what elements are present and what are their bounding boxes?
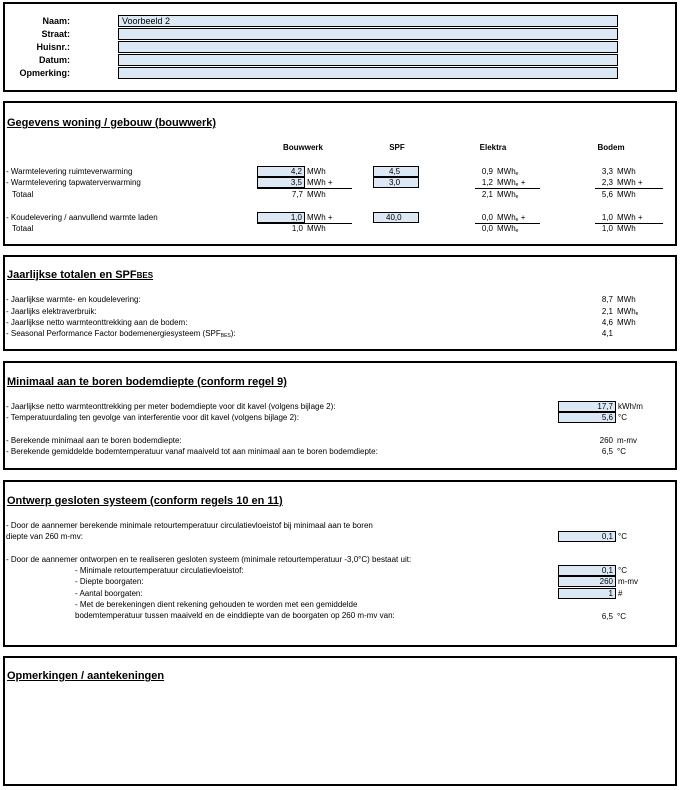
col-bodem-header: Bodem <box>597 143 625 152</box>
jaarlijks-row-0-label: - Jaarlijkse warmte- en koudelevering: <box>6 295 141 304</box>
boordiepte-row4-label: - Berekende gemiddelde bodemtemperatuur vanaf maaiveld tot aan minimaal aan te boren bodemdiepte: <box>6 447 378 456</box>
jaarlijks-row-2-unit: MWh <box>617 318 636 327</box>
woning-title: Gegevens woning / gebouw (bouwwerk) <box>7 117 217 129</box>
boordiepte-row2-label: - Temperatuurdaling ten gevolge van interferentie voor dit kavel (volgens bijlage 2): <box>6 413 299 422</box>
elektra-tapwater-unit-text: MWh <box>497 178 516 187</box>
boordiepte-section <box>3 361 677 470</box>
row-koudelevering-label: - Koudelevering / aanvullend warmte laden <box>6 213 158 222</box>
elektra-koude-plus: + <box>520 213 526 222</box>
elektra-totaal-koude-value: 0,0 <box>481 224 493 233</box>
row-totaal-koude-label: Totaal <box>12 224 34 233</box>
ontwerp-row1-label-a: - Door de aannemer berekende minimale retourtemperatuur circulatievloeistof bij minimaal aan te boren <box>6 521 373 530</box>
ontwerp-sub4-value: 6,5 <box>601 612 613 621</box>
elektra-totaal-unit-sub: e <box>515 194 519 200</box>
boordiepte-row1-unit: kWh/m <box>618 402 643 411</box>
boordiepte-title: Minimaal aan te boren bodemdiepte (conform regel 9) <box>7 376 287 388</box>
datum-field[interactable] <box>118 54 618 66</box>
elektra-ruimte-unit-text: MWh <box>497 167 516 176</box>
bouwwerk-ruimte-input[interactable]: 4,2 <box>257 166 305 177</box>
spf-ruimte-input[interactable]: 4,5 <box>373 166 419 177</box>
bodem-tapwater-value: 2,3 <box>601 178 613 187</box>
bouwwerk-koude-input[interactable]: 1,0 <box>257 212 305 223</box>
boordiepte-row3-label: - Berekende minimaal aan te boren bodemdiepte: <box>6 436 182 445</box>
ontwerp-sub4-label-b: bodemtemperatuur tussen maaiveld en de einddiepte van de boorgaten op 260 m-mv van: <box>75 611 395 620</box>
ontwerp-sub2-label: - Diepte boorgaten: <box>75 577 144 586</box>
elektra-ruimte-value: 0,9 <box>481 167 493 176</box>
bouwwerk-totaal-koude-unit: MWh <box>307 224 326 233</box>
naam-label: Naam: <box>42 16 70 26</box>
boordiepte-row4-unit: °C <box>617 447 626 456</box>
elektra-totaal-value: 2,1 <box>481 190 493 199</box>
opmerking-field[interactable] <box>118 67 618 79</box>
spf-tapwater-input[interactable]: 3,0 <box>373 177 419 188</box>
spf-koude-input[interactable]: 40,0 <box>373 212 419 223</box>
bouwwerk-totaal-koude-value: 1,0 <box>291 224 303 233</box>
jaarlijks-section <box>3 255 677 351</box>
boordiepte-row2-unit: °C <box>618 413 627 422</box>
row-tapwater-label: - Warmtelevering tapwaterverwarming <box>6 178 141 187</box>
bodem-tapwater-unit: MWh + <box>617 178 643 187</box>
bodem-totaal-koude-unit: MWh <box>617 224 636 233</box>
elektra-tapwater-value: 1,2 <box>481 178 493 187</box>
elektra-totaal-koude-unit <box>497 224 518 236</box>
huisnr-label: Huisnr.: <box>36 42 70 52</box>
bodem-ruimte-value: 3,3 <box>601 167 613 176</box>
elektra-koude-value: 0,0 <box>481 213 493 222</box>
naam-field[interactable]: Voorbeeld 2 <box>118 15 618 27</box>
warmteonttrekking-per-meter-input[interactable]: 17,7 <box>558 401 616 412</box>
straat-field[interactable] <box>118 28 618 40</box>
ontwerp-row2-label: - Door de aannemer ontworpen en te realiseren gesloten systeem (minimale retourtemperatuur -3,0°C) bestaat uit: <box>6 555 412 564</box>
bodem-koude-value: 1,0 <box>601 213 613 222</box>
jaarlijks-row-3-label-sub: BES <box>220 333 231 339</box>
bouwwerk-tapwater-input[interactable]: 3,5 <box>257 177 305 188</box>
col-spf-header: SPF <box>389 143 405 152</box>
jaarlijks-title-sub: BES <box>136 271 154 280</box>
minimale-retourtemperatuur-input[interactable]: 0,1 <box>558 565 616 576</box>
elektra-totaal-unit-text: MWh <box>497 190 516 199</box>
bouwwerk-koude-unit: MWh + <box>307 213 333 222</box>
ontwerp-sub4-unit: °C <box>617 612 626 621</box>
huisnr-field[interactable] <box>118 41 618 53</box>
straat-label: Straat: <box>41 29 70 39</box>
ontwerp-row1-unit: °C <box>618 532 627 541</box>
boordiepte-row4-value: 6,5 <box>601 447 613 456</box>
elektra-ruimte-unit-sub: e <box>515 171 519 177</box>
jaarlijks-row-3-label <box>6 329 236 341</box>
bodem-sum-line <box>595 188 663 189</box>
boordiepte-row3-unit: m-mv <box>617 436 637 445</box>
bouwwerk-totaal-value: 7,7 <box>291 190 303 199</box>
jaarlijks-row-3-label-text: - Seasonal Performance Factor bodemenergiesysteem (SPF <box>6 329 221 338</box>
elektra-totaal-koude-unit-sub: e <box>515 228 519 234</box>
bouwwerk-tapwater-unit: MWh + <box>307 178 333 187</box>
bouwwerk-sum-line <box>257 188 352 189</box>
col-bouwwerk-header: Bouwwerk <box>282 143 323 152</box>
elektra-koude-unit-text: MWh <box>497 213 516 222</box>
jaarlijks-row-1-value: 2,1 <box>601 307 613 316</box>
bouwwerk-totaal-unit: MWh <box>307 190 326 199</box>
ontwerp-sub1-unit: °C <box>618 566 627 575</box>
ontwerp-row1-label-b: diepte van 260 m-mv: <box>6 532 83 541</box>
ontwerp-sub1-label: - Minimale retourtemperatuur circulatievloeistof: <box>75 566 244 575</box>
jaarlijks-row-2-label: - Jaarlijkse netto warmteonttrekking aan de bodem: <box>6 318 188 327</box>
woning-section <box>3 101 677 246</box>
elektra-totaal-unit <box>497 190 518 202</box>
row-totaal-warmte-label: Totaal <box>12 190 34 199</box>
jaarlijks-row-0-value: 8,7 <box>601 295 613 304</box>
ontwerp-section <box>3 480 677 647</box>
ontwerp-title: Ontwerp gesloten systeem (conform regels 10 en 11) <box>7 495 283 507</box>
bodem-totaal-unit: MWh <box>617 190 636 199</box>
identification-section <box>3 2 677 92</box>
diepte-boorgaten-input[interactable]: 260 <box>558 576 616 587</box>
datum-label: Datum: <box>39 55 70 65</box>
elektra-koude-unit-sub: e <box>515 217 519 223</box>
ontwerp-sub4-label-a: - Met de berekeningen dient rekening gehouden te worden met een gemiddelde <box>75 600 358 609</box>
jaarlijks-row-2-value: 4,6 <box>601 318 613 327</box>
jaarlijks-row-0-unit: MWh <box>617 295 636 304</box>
jaarlijks-row-1-unit-text: MWh <box>617 307 636 316</box>
bodem-totaal-value: 5,6 <box>601 190 613 199</box>
ontwerp-sub3-unit: # <box>618 589 623 598</box>
elektra-tapwater-unit-sub: e <box>515 182 519 188</box>
jaarlijks-title-main: Jaarlijkse totalen en SPF <box>7 269 137 281</box>
jaarlijks-title <box>7 269 153 281</box>
jaarlijks-row-3-label-end: ): <box>230 329 236 338</box>
jaarlijks-row-3-value: 4,1 <box>601 329 613 338</box>
ontwerp-sub2-unit: m-mv <box>618 577 638 586</box>
aantal-boorgaten-input[interactable]: 1 <box>558 588 616 599</box>
temperatuurdaling-input[interactable]: 5,6 <box>558 412 616 423</box>
boordiepte-row3-value: 260 <box>599 436 613 445</box>
jaarlijks-row-1-label: - Jaarlijks elektraverbruik: <box>6 307 97 316</box>
opmerkingen-title: Opmerkingen / aantekeningen <box>7 670 165 682</box>
bodem-totaal-koude-value: 1,0 <box>601 224 613 233</box>
jaarlijks-row-1-unit-sub: e <box>635 311 639 317</box>
bouwwerk-ruimte-unit: MWh <box>307 167 326 176</box>
opmerkingen-textarea[interactable] <box>7 688 673 782</box>
boordiepte-row1-label: - Jaarlijkse netto warmteonttrekking per meter bodemdiepte voor dit kavel (volgens bijlage 2): <box>6 402 336 411</box>
opmerkingen-section <box>3 656 677 786</box>
elektra-sum-line <box>475 188 540 189</box>
berekende-retourtemperatuur-input[interactable]: 0,1 <box>558 531 616 542</box>
bodem-koude-unit: MWh + <box>617 213 643 222</box>
row-ruimteverwarming-label: - Warmtelevering ruimteverwarming <box>6 167 133 176</box>
elektra-tapwater-plus: + <box>520 178 526 187</box>
opmerking-label: Opmerking: <box>19 68 70 78</box>
bodem-ruimte-unit: MWh <box>617 167 636 176</box>
elektra-totaal-koude-unit-text: MWh <box>497 224 516 233</box>
ontwerp-sub3-label: - Aantal boorgaten: <box>75 589 143 598</box>
col-elektra-header: Elektra <box>479 143 507 152</box>
